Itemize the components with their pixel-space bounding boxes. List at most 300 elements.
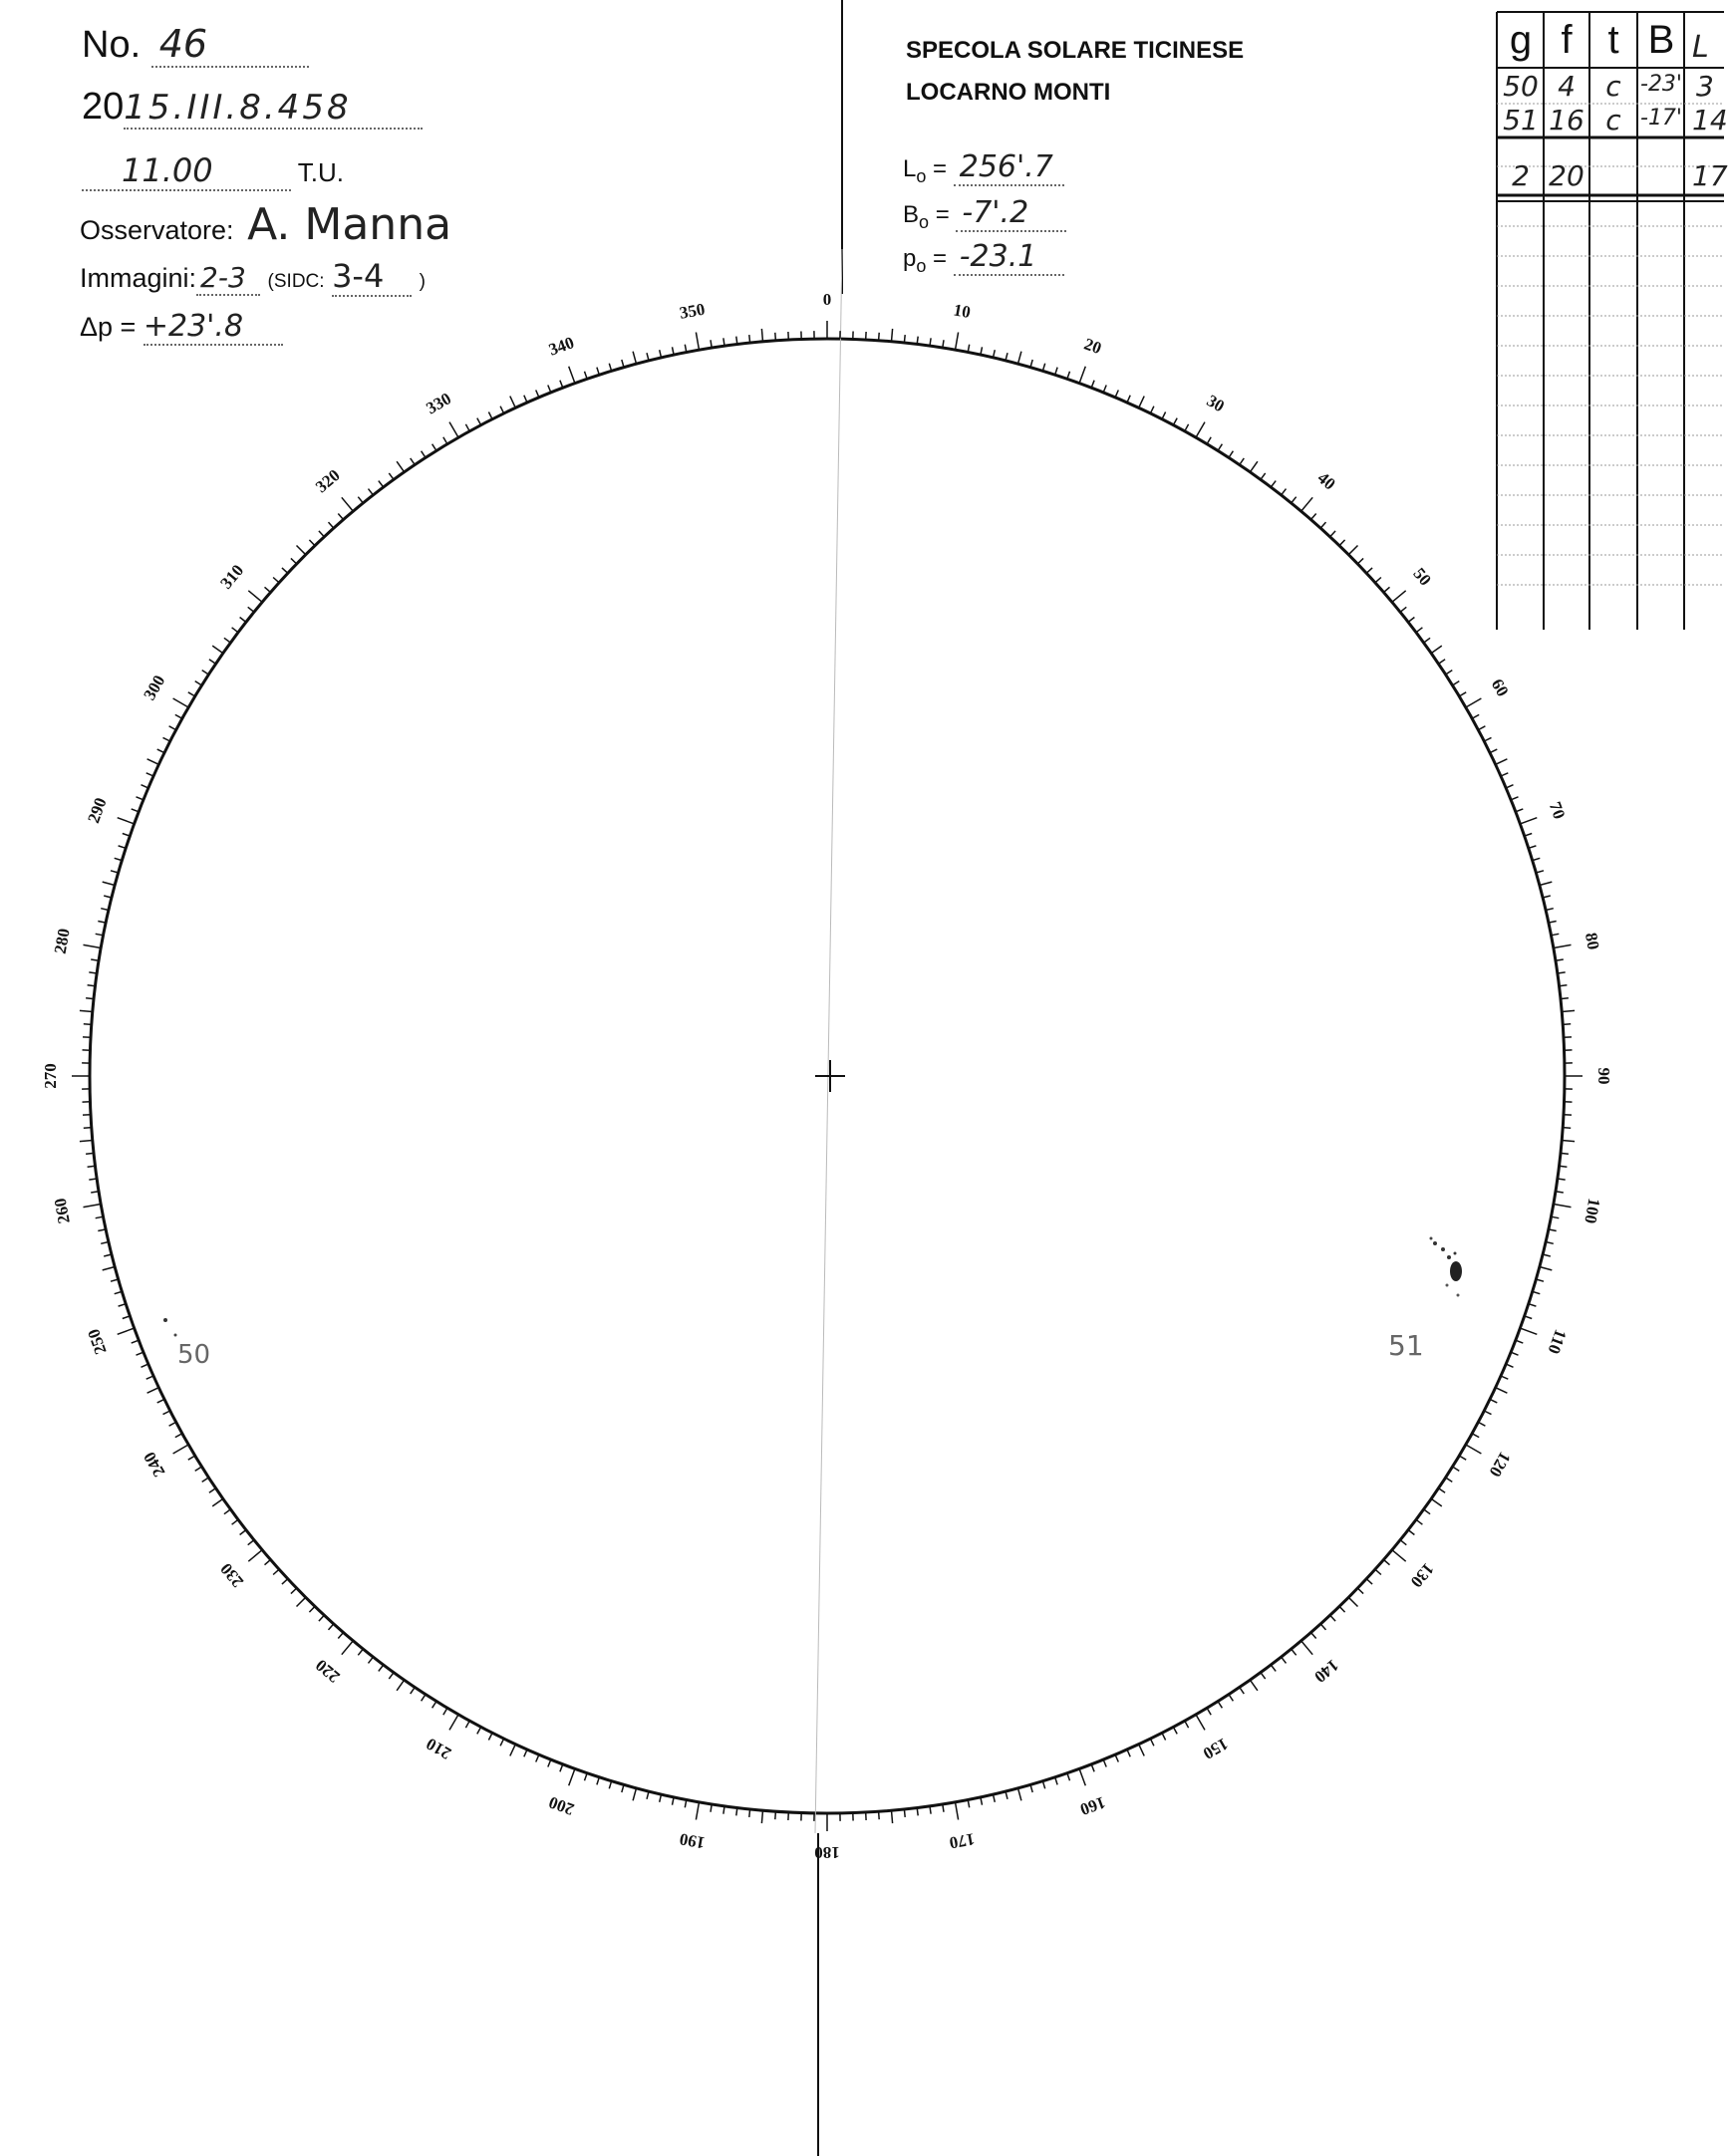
degree-label: 180 <box>814 1843 840 1863</box>
degree-tick <box>1229 1695 1233 1702</box>
degree-tick <box>1250 461 1258 472</box>
degree-tick <box>338 514 343 520</box>
degree-tick <box>1400 607 1406 612</box>
degree-tick <box>1139 397 1145 408</box>
degree-tick <box>1150 406 1154 413</box>
degree-tick <box>1490 1399 1497 1403</box>
degree-tick <box>1218 444 1222 451</box>
degree-tick <box>169 1422 176 1426</box>
degree-label: 170 <box>948 1829 977 1853</box>
degree-tick <box>1384 1560 1390 1565</box>
degree-tick <box>1375 578 1381 583</box>
time-value: 11.00 <box>82 151 291 191</box>
degree-tick <box>1459 1456 1466 1460</box>
degree-label: 280 <box>50 927 74 955</box>
degree-tick <box>696 1802 699 1820</box>
central-meridian-line <box>815 249 842 1833</box>
degree-tick <box>1006 353 1008 361</box>
degree-tick <box>111 871 119 873</box>
degree-tick <box>1416 628 1422 633</box>
degree-tick <box>536 391 539 398</box>
degree-tick <box>1384 587 1390 592</box>
dp-value: +23'.8 <box>144 309 283 346</box>
degree-tick <box>1079 1768 1085 1785</box>
date-prefix: 20 <box>82 86 125 128</box>
degree-tick <box>282 568 288 573</box>
degree-tick <box>1030 1784 1032 1792</box>
degree-tick <box>1115 391 1118 398</box>
degree-tick <box>195 681 202 685</box>
degree-tick <box>633 352 636 365</box>
degree-tick <box>80 1141 93 1142</box>
sidc-value: 3-4 <box>332 257 412 297</box>
ephem-L-sub: o <box>916 166 927 186</box>
degree-tick <box>1431 646 1442 654</box>
degree-tick <box>163 737 170 741</box>
degree-tick <box>169 726 176 730</box>
degree-tick <box>477 1727 481 1734</box>
degree-tick <box>103 1267 116 1270</box>
degree-tick <box>1472 714 1479 718</box>
degree-tick <box>291 1588 297 1594</box>
degree-tick <box>1543 896 1551 898</box>
degree-tick <box>397 461 405 472</box>
ephem-B-value: -7'.2 <box>956 195 1066 232</box>
degree-tick <box>88 1166 96 1167</box>
degree-label: 220 <box>312 1655 344 1687</box>
degree-tick <box>1250 1680 1258 1691</box>
degree-tick <box>209 1488 216 1493</box>
table-header-f: f <box>1561 18 1573 62</box>
degree-tick <box>195 1467 202 1471</box>
degree-tick <box>1282 489 1287 495</box>
degree-tick <box>1466 1445 1482 1454</box>
degree-tick <box>1261 473 1266 479</box>
degree-tick <box>240 618 246 623</box>
degree-tick <box>1271 481 1276 487</box>
degree-tick <box>175 714 182 718</box>
degree-label: 300 <box>140 672 169 703</box>
degree-tick <box>917 1808 918 1816</box>
degree-tick <box>1554 944 1572 947</box>
degree-tick <box>622 360 624 368</box>
degree-tick <box>297 546 306 555</box>
degree-tick <box>1366 568 1372 573</box>
degree-tick <box>132 809 140 812</box>
degree-tick <box>510 1745 516 1756</box>
degree-tick <box>1339 1606 1345 1612</box>
table-cell: 50 <box>1503 70 1539 103</box>
degree-label: 140 <box>1310 1655 1342 1687</box>
degree-tick <box>1207 1708 1211 1715</box>
degree-tick <box>1339 540 1345 546</box>
degree-tick <box>104 1254 112 1256</box>
degree-label: 60 <box>1487 675 1513 700</box>
degree-tick <box>1560 985 1568 986</box>
table-cell: 16 <box>1549 104 1584 136</box>
degree-label: 190 <box>678 1829 707 1853</box>
degree-tick <box>224 1509 230 1514</box>
observer-label: Osservatore: <box>80 215 234 245</box>
degree-tick <box>1292 1649 1296 1655</box>
degree-tick <box>358 1649 363 1655</box>
table-cell: 4 <box>1558 70 1576 103</box>
degree-tick <box>1484 737 1491 741</box>
degree-tick <box>1536 871 1544 873</box>
degree-tick <box>118 818 135 824</box>
degree-tick <box>137 797 144 800</box>
degree-tick <box>212 646 223 654</box>
degree-tick <box>1330 531 1335 537</box>
degree-tick <box>1516 1340 1524 1343</box>
degree-tick <box>1392 1550 1406 1562</box>
degree-tick <box>633 1788 636 1801</box>
degree-label: 80 <box>1581 931 1603 951</box>
degree-tick <box>1520 818 1537 824</box>
ephem-B-sub: o <box>919 212 930 232</box>
degree-label: 210 <box>423 1734 454 1763</box>
degree-tick <box>1330 1615 1335 1621</box>
degree-tick <box>1516 809 1524 812</box>
degree-tick <box>88 985 96 986</box>
degree-tick <box>1207 437 1211 444</box>
degree-tick <box>1431 1498 1442 1506</box>
degree-tick <box>1162 412 1166 419</box>
degree-tick <box>104 896 112 898</box>
degree-tick <box>524 396 527 403</box>
degree-tick <box>147 1388 159 1394</box>
degree-tick <box>432 444 436 451</box>
degree-tick <box>1240 1688 1245 1695</box>
degree-tick <box>622 1784 624 1792</box>
degree-tick <box>142 785 148 788</box>
degree-tick <box>1408 618 1414 623</box>
degree-tick <box>137 1352 144 1355</box>
institution-name: SPECOLA SOLARE TICINESE <box>906 37 1245 64</box>
degree-label: 100 <box>1581 1197 1604 1225</box>
degree-tick <box>329 1624 334 1630</box>
degree-tick <box>240 1530 246 1535</box>
degree-label: 40 <box>1313 468 1339 494</box>
degree-label: 20 <box>1081 334 1104 359</box>
observer-value: A. Manna <box>247 199 452 250</box>
degree-tick <box>432 1702 436 1709</box>
degree-tick <box>1543 1254 1551 1256</box>
degree-tick <box>232 628 238 633</box>
degree-tick <box>1301 1641 1313 1655</box>
degree-tick <box>1173 418 1177 425</box>
degree-tick <box>1127 396 1130 403</box>
degree-label: 30 <box>1203 391 1228 416</box>
degree-tick <box>1091 381 1094 389</box>
degree-tick <box>329 522 334 528</box>
degree-tick <box>892 329 893 342</box>
degree-tick <box>488 412 492 419</box>
degree-tick <box>761 1810 762 1823</box>
degree-tick <box>736 337 737 345</box>
degree-tick <box>1357 558 1363 564</box>
degree-tick <box>411 458 416 465</box>
degree-tick <box>1554 1205 1572 1208</box>
degree-tick <box>500 406 504 413</box>
ephem-p-label: p <box>903 245 917 272</box>
degree-tick <box>369 1657 374 1663</box>
degree-tick <box>647 353 649 361</box>
degree-tick <box>297 1597 306 1606</box>
degree-tick <box>1006 1791 1008 1799</box>
degree-tick <box>1520 1328 1537 1334</box>
degree-tick <box>465 1721 469 1728</box>
degree-tick <box>1511 1352 1518 1355</box>
degree-tick <box>1196 1715 1205 1731</box>
degree-tick <box>1357 1588 1363 1594</box>
degree-tick <box>319 1615 324 1621</box>
degree-tick <box>163 1411 170 1415</box>
degree-tick <box>224 638 230 643</box>
degree-tick <box>956 333 959 351</box>
degree-tick <box>647 1791 649 1799</box>
degree-tick <box>338 1633 343 1639</box>
degree-tick <box>411 1688 416 1695</box>
degree-tick <box>342 497 354 511</box>
degree-tick <box>188 1456 195 1460</box>
degree-tick <box>147 759 159 765</box>
degree-tick <box>1185 424 1189 431</box>
degree-tick <box>560 1764 563 1772</box>
table-cell: c <box>1605 70 1621 103</box>
degree-tick <box>761 329 762 342</box>
degree-tick <box>1139 1745 1145 1756</box>
degree-tick <box>749 335 750 343</box>
degree-tick <box>1506 1364 1513 1367</box>
degree-tick <box>1320 522 1325 528</box>
institution-location: LOCARNO MONTI <box>906 79 1111 106</box>
center-cross <box>815 1060 845 1092</box>
degree-tick <box>1185 1721 1189 1728</box>
degree-label: 0 <box>822 289 832 309</box>
degree-tick <box>524 1750 527 1756</box>
degree-tick <box>443 437 447 444</box>
degree-label: 130 <box>1406 1559 1438 1591</box>
degree-tick <box>319 531 324 537</box>
images-value: 2-3 <box>196 261 260 296</box>
degree-label: 260 <box>50 1197 74 1225</box>
degree-tick <box>1496 1388 1508 1394</box>
degree-tick <box>1511 797 1518 800</box>
sidc-label: (SIDC: <box>267 271 325 292</box>
degree-tick <box>273 578 279 583</box>
degree-tick <box>1400 1540 1406 1545</box>
degree-tick <box>477 418 481 425</box>
degree-tick <box>1282 1657 1287 1663</box>
table-cell: c <box>1605 104 1621 136</box>
degree-tick <box>1506 785 1513 788</box>
degree-tick <box>1453 1467 1460 1471</box>
degree-tick <box>232 1519 238 1524</box>
degree-tick <box>1478 726 1485 730</box>
degree-tick <box>212 1498 223 1506</box>
degree-label: 310 <box>216 561 248 593</box>
degree-label: 110 <box>1544 1326 1571 1357</box>
degree-tick <box>342 1641 354 1655</box>
degree-tick <box>1540 882 1553 885</box>
degree-tick <box>248 1540 254 1545</box>
degree-tick <box>1453 681 1460 685</box>
degree-tick <box>1079 367 1085 384</box>
degree-tick <box>1311 1633 1316 1639</box>
degree-tick <box>1536 1279 1544 1281</box>
degree-tick <box>309 540 315 546</box>
degree-tick <box>397 1680 405 1691</box>
table-cell: 14 <box>1692 104 1728 136</box>
degree-tick <box>465 424 469 431</box>
degree-tick <box>175 1434 182 1438</box>
degree-tick <box>1103 1759 1106 1766</box>
degree-label: 90 <box>1594 1067 1614 1085</box>
degree-tick <box>1561 998 1569 999</box>
dp-label: Δp = <box>80 312 137 342</box>
degree-tick <box>379 481 384 487</box>
degree-tick <box>188 692 195 696</box>
degree-tick <box>1501 773 1508 776</box>
ephem-B-label: B <box>903 201 920 228</box>
degree-tick <box>1561 1153 1569 1154</box>
table-cell: -17' <box>1640 106 1682 131</box>
degree-label: 240 <box>140 1449 169 1481</box>
degree-tick <box>696 333 699 351</box>
degree-label: 120 <box>1485 1449 1515 1481</box>
degree-tick <box>173 698 189 707</box>
degree-tick <box>560 381 563 389</box>
degree-tick <box>1392 591 1406 603</box>
degree-tick <box>775 333 776 341</box>
degree-tick <box>86 1153 94 1154</box>
ephem-L-value: 256'.7 <box>954 149 1064 186</box>
ephem-L-eq: = <box>933 155 948 182</box>
degree-tick <box>132 1340 140 1343</box>
degree-tick <box>157 1399 164 1403</box>
degree-label: 270 <box>40 1063 60 1089</box>
degree-tick <box>1301 497 1313 511</box>
degree-tick <box>917 337 918 345</box>
degree-label: 330 <box>423 389 454 418</box>
degree-tick <box>1348 546 1357 555</box>
degree-tick <box>202 671 209 674</box>
degree-tick <box>84 944 102 947</box>
degree-tick <box>291 558 297 564</box>
degree-tick <box>422 451 426 458</box>
degree-tick <box>1375 1569 1381 1574</box>
degree-label: 320 <box>312 465 344 497</box>
no-label: No. <box>82 24 142 66</box>
degree-tick <box>389 473 394 479</box>
degree-tick <box>1018 1788 1021 1801</box>
degree-label: 340 <box>546 333 577 360</box>
degree-tick <box>956 1802 959 1820</box>
date-value: 15.III.8.458 <box>124 88 423 130</box>
degree-tick <box>1540 1267 1553 1270</box>
degree-tick <box>500 1739 504 1746</box>
degree-tick <box>536 1754 539 1761</box>
table-header-t: t <box>1607 18 1619 62</box>
degree-tick <box>157 749 164 753</box>
degree-tick <box>443 1708 447 1715</box>
degree-tick <box>1478 1422 1485 1426</box>
degree-tick <box>1560 1166 1568 1167</box>
degree-tick <box>749 1809 750 1817</box>
degree-tick <box>84 1205 102 1208</box>
table-cell: 2 <box>1512 159 1530 192</box>
degree-tick <box>904 1809 905 1817</box>
degree-tick <box>358 497 363 503</box>
degree-tick <box>548 1759 551 1766</box>
group-label-50: 50 <box>177 1340 211 1370</box>
degree-tick <box>1562 1141 1575 1142</box>
degree-tick <box>1446 671 1453 674</box>
degree-tick <box>111 1279 119 1281</box>
degree-tick <box>1348 1597 1357 1606</box>
degree-tick <box>1292 497 1296 503</box>
degree-tick <box>1196 422 1205 438</box>
table-header-L: L <box>1692 30 1709 65</box>
degree-label: 150 <box>1200 1734 1232 1763</box>
degree-tick <box>209 660 216 665</box>
images-label: Immagini: <box>80 263 197 293</box>
degree-label: 250 <box>84 1326 111 1357</box>
degree-tick <box>1424 638 1430 643</box>
degree-tick <box>1501 1376 1508 1379</box>
degree-tick <box>879 333 880 341</box>
degree-tick <box>904 335 905 343</box>
ephem-p-value: -23.1 <box>954 239 1064 276</box>
degree-tick <box>1261 1673 1266 1679</box>
degree-tick <box>1173 1727 1177 1734</box>
degree-label: 160 <box>1077 1792 1108 1819</box>
degree-tick <box>369 489 374 495</box>
ephem-B-eq: = <box>935 201 950 228</box>
degree-tick <box>775 1811 776 1819</box>
degree-tick <box>1229 451 1233 458</box>
degree-tick <box>146 1376 153 1379</box>
sunspot-group-50 <box>163 1318 177 1337</box>
degree-tick <box>1366 1579 1372 1584</box>
degree-tick <box>1103 386 1106 393</box>
degree-label: 200 <box>546 1792 577 1819</box>
table-header-B: B <box>1647 18 1675 62</box>
degree-tick <box>449 422 458 438</box>
degree-tick <box>1490 749 1497 753</box>
time-unit: T.U. <box>297 157 344 187</box>
degree-tick <box>1496 759 1508 765</box>
ephem-L-label: L <box>903 155 917 182</box>
degree-tick <box>1018 352 1021 365</box>
ephem-p-eq: = <box>933 245 948 272</box>
sidc-close: ) <box>419 271 426 292</box>
degree-tick <box>86 998 94 999</box>
degree-tick <box>1439 660 1446 665</box>
table-cell: 20 <box>1549 159 1584 192</box>
degree-tick <box>1439 1488 1446 1493</box>
degree-tick <box>510 397 516 408</box>
degree-tick <box>248 607 254 612</box>
table-cell: 51 <box>1503 104 1539 136</box>
sunspot-group-51 <box>1430 1237 1463 1297</box>
degree-label: 50 <box>1409 564 1435 590</box>
degree-tick <box>569 367 575 384</box>
degree-tick <box>265 1560 271 1565</box>
degree-tick <box>1472 1434 1479 1438</box>
degree-tick <box>736 1808 737 1816</box>
